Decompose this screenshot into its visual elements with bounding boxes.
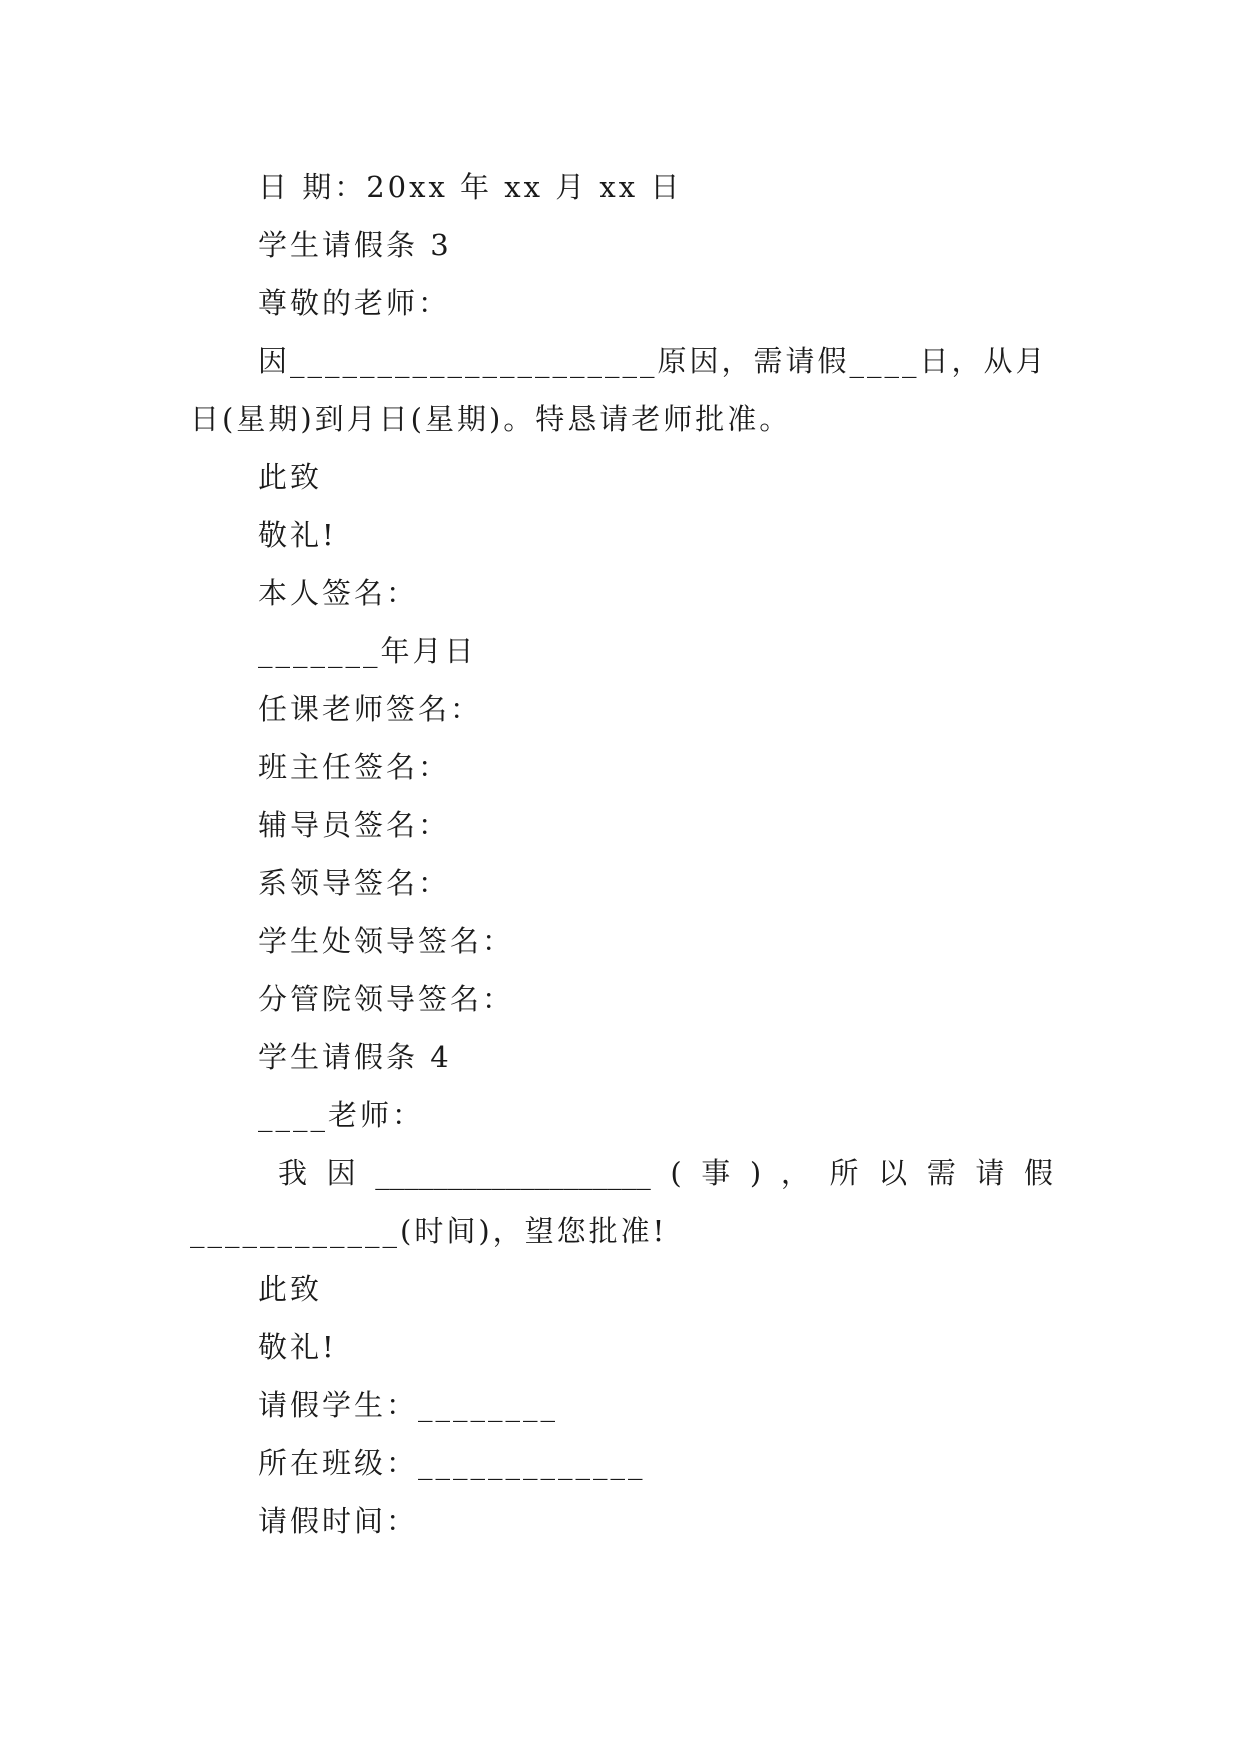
body-line-1: 因_____________________原因，需请假____日，从月: [258, 344, 1048, 378]
self-signature: 本人签名：: [258, 576, 419, 610]
salutation: 尊敬的老师：: [258, 286, 451, 320]
text-segment: 需: [926, 1156, 956, 1190]
blank-segment: ___________________: [375, 1156, 651, 1190]
body-line-2: 日(星期)到月日(星期)。特恳请老师批准。: [190, 402, 792, 436]
text-segment: 假: [1023, 1156, 1053, 1190]
text-segment: 我: [278, 1156, 308, 1190]
leave-time: 请假时间：: [258, 1504, 419, 1538]
head-teacher-signature: 班主任签名：: [258, 750, 451, 784]
closing-4: 敬礼!: [258, 1330, 337, 1364]
class-field: 所在班级：_____________: [258, 1446, 646, 1480]
leave-student: 请假学生：________: [258, 1388, 559, 1422]
closing-3: 此致: [258, 1272, 323, 1306]
text-segment: ): [749, 1156, 762, 1190]
text-segment: 因: [326, 1156, 356, 1190]
teacher-signature: 任课老师签名：: [258, 692, 483, 726]
text-segment: ，: [780, 1156, 810, 1190]
date-line: 日 期：20xx 年 xx 月 xx 日: [258, 170, 683, 204]
student-affairs-signature: 学生处领导签名：: [258, 924, 515, 958]
counselor-signature: 辅导员签名：: [258, 808, 451, 842]
text-segment: 请: [975, 1156, 1005, 1190]
teacher-salutation: ____老师：: [258, 1098, 425, 1132]
section-title-4: 学生请假条 4: [258, 1040, 452, 1074]
section-title-3: 学生请假条 3: [258, 228, 452, 262]
text-segment: 所: [829, 1156, 859, 1190]
date-blank: _______年月日: [258, 634, 477, 668]
body-line-4: ____________(时间)，望您批准!: [190, 1214, 668, 1248]
college-leader-signature: 分管院领导签名：: [258, 982, 515, 1016]
body-line-3: [278, 1153, 1053, 1193]
closing-1: 此致: [258, 460, 323, 494]
text-segment: 以: [878, 1156, 908, 1190]
closing-2: 敬礼!: [258, 518, 337, 552]
text-segment: (: [670, 1156, 682, 1190]
text-segment: 事: [701, 1156, 731, 1190]
department-leader-signature: 系领导签名：: [258, 866, 451, 900]
